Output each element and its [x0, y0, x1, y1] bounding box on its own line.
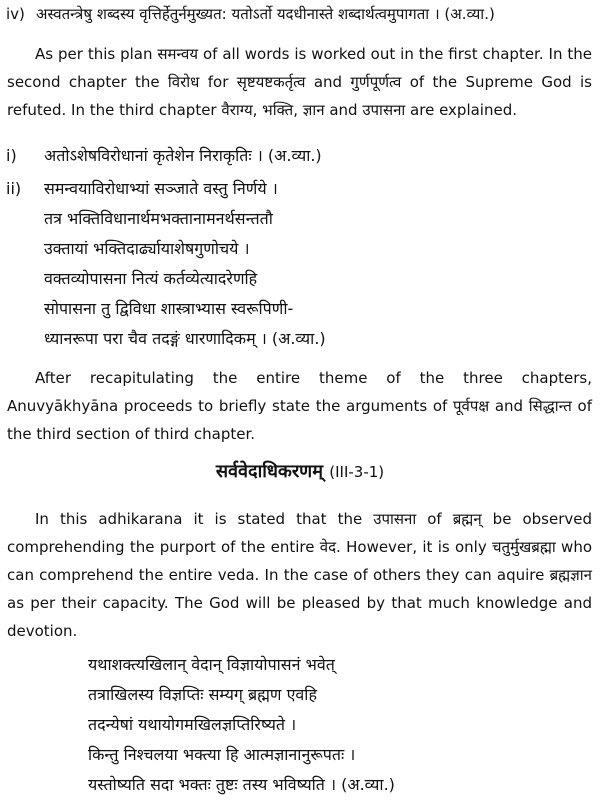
paragraph-plan: As per this plan समन्वय of all words is worked out in the first chapter. In the second chapter the विरोध for सृष्टयष्टकर्तृत्व and गुर्णपूर्णत्व of the Supreme God is refuted. In the third chapter वैराग्य, भक्ति, ज्ञान and उपासना are explained. — [7, 45, 592, 119]
quote-ii-label: ii) — [6, 179, 22, 198]
section-heading — [0, 460, 600, 484]
quote-iv-label: iv) — [6, 5, 25, 23]
quote-ii-line-4: वक्तव्योपासना नित्यं कर्तव्येत्यादरेणहि — [44, 269, 258, 288]
quote-ii-line-3: उक्तायां भक्तिदार्ढ्यायाशेषगुणोचये । — [44, 239, 250, 258]
quote-ii-line-5: सोपासना तु द्विविधा शास्त्राभ्यास स्वरूपिणी- — [44, 299, 294, 318]
verse-line-1: यथाशक्त्यखिलान् वेदान् विज्ञायोपासनं भवेत् — [88, 655, 335, 674]
paragraph-recapitulation: After recapitulating the entire theme of the three chapters, Anuvyākhyāna proceeds to briefly state the arguments of पूर्वपक्ष and सिद्धान्त of the third section of third chapter. — [7, 369, 592, 443]
quote-iv-text: अस्वतन्त्रेषु शब्दस्य वृत्तिर्हेतुर्नमुख्यत: यतोऽर्तो यदधीनास्ते शब्दार्थत्वमुपागता । (अ.व्या.) — [36, 5, 495, 23]
quote-i-label: i) — [6, 146, 17, 165]
verse-line-5: यस्तोष्यति सदा भक्तः तुष्टः तस्य भविष्यति । (अ.व्या.) — [88, 775, 395, 794]
section-reference: (III-3-1) — [329, 463, 385, 481]
quote-iv — [6, 4, 495, 24]
verse-line-3: तदन्येषां यथायोगमखिलज्ञप्तिरिष्यते । — [88, 715, 297, 734]
quote-ii-line-6: ध्यानरूपा परा चैव तदङ्गं धारणादिकम् । (अ.व्या.) — [44, 329, 326, 348]
quote-i — [6, 146, 322, 166]
section-title: सर्ववेदाधिकरणम् — [215, 461, 323, 482]
quote-i-text: अतोऽशेषविरोधानां कृतेशेन निराकृतिः । (अ.व्या.) — [44, 146, 322, 165]
quote-ii-line-1 — [6, 179, 278, 199]
verse-line-2: तत्राखिलस्य विज्ञप्तिः सम्यग् ब्रह्मण एवहि — [88, 685, 317, 704]
verse-line-4: किन्तु निश्चलया भक्त्या हि आत्मज्ञानानुरूपतः । — [88, 745, 356, 764]
quote-ii-text-1: समन्वयाविरोधाभ्यां सञ्जाते वस्तु निर्णये । — [44, 179, 278, 198]
paragraph-adhikarana: In this adhikarana it is stated that the उपासना of ब्रह्मन् be observed comprehending the purport of the entire वेद. However, it is only चतुर्मुखब्रह्मा who can comprehend the entire veda. In the case of others they can aquire ब्रह्मज्ञान as per their capacity. The God will be pleased by that much knowledge and devotion. — [7, 510, 592, 640]
quote-ii-line-2: तत्र भक्तिविधानार्थमभक्तानामनर्थसन्ततौ — [44, 209, 273, 228]
